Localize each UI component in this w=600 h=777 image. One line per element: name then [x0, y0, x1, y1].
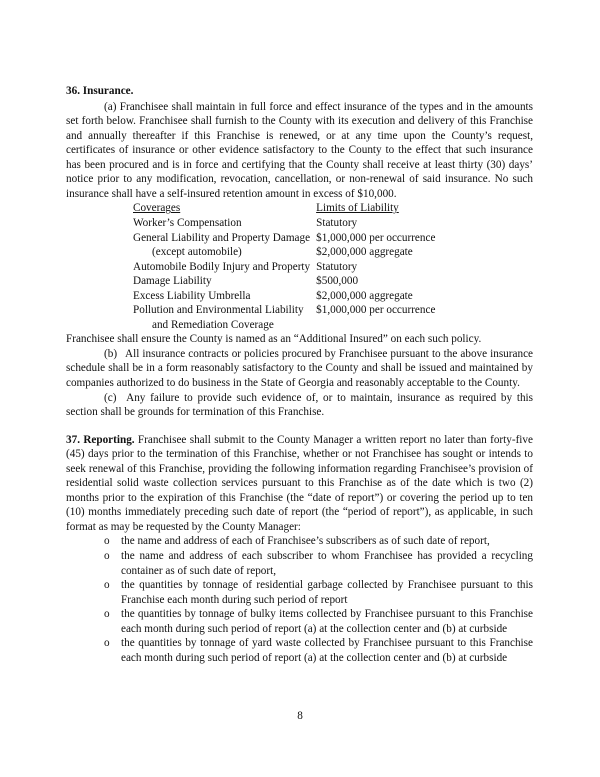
section-36-paragraph-b: (b) All insurance contracts or policies procured by Franchisee pursuant to the above insurance schedule shall be in a form reasonably satisfactory to the County and shall be issued and maintained by companies authorized to do business in the State of Georgia and reasonably acceptable to the County.: [66, 347, 533, 389]
list-item: [66, 578, 533, 607]
limit-cell: $2,000,000 aggregate: [316, 289, 413, 302]
list-item-label: the quantities by tonnage of yard waste collected by Franchisee pursuant to this Franchise each month during such period of report (a) at the collection center and (b) at curbside: [121, 637, 533, 664]
table-row: [133, 260, 533, 275]
reporting-requirements-list: [66, 534, 533, 665]
additional-insured-note: Franchisee shall ensure the County is named as an “Additional Insured” on each such policy.: [66, 333, 482, 346]
table-row: [133, 274, 533, 289]
limits-column-header: Limits of Liability: [316, 202, 399, 215]
bullet-marker-icon: o: [104, 608, 110, 621]
page-body: [66, 84, 533, 665]
section-36-heading: 36. Insurance.: [66, 85, 134, 97]
limit-cell: $2,000,000 aggregate: [316, 246, 413, 259]
coverage-cell: General Liability and Property Damage: [133, 231, 311, 244]
list-item: [66, 636, 533, 665]
table-row: [133, 216, 533, 231]
coverage-cell: Automobile Bodily Injury and Property: [133, 260, 311, 273]
list-item: [66, 607, 533, 636]
insurance-coverage-table: [133, 201, 533, 332]
section-spacer: [66, 420, 533, 433]
limit-cell: Statutory: [316, 260, 358, 273]
limit-cell: Statutory: [316, 216, 358, 229]
list-item-label: the quantities by tonnage of bulky items collected by Franchisee pursuant to this Franchise each month during such period of report (a) at the collection center and (b) at curbside: [121, 608, 533, 635]
table-row: [133, 303, 533, 318]
limit-cell: $500,000: [316, 275, 359, 288]
bullet-marker-icon: o: [104, 579, 110, 592]
coverage-cell: (except automobile): [152, 246, 242, 259]
section-37-body: Franchisee shall submit to the County Manager a written report no later than forty-five (45) days prior to the termination of this Franchise, whether or not Franchisee has sought or intends to seek renewal of this Franchise, providing the following information regarding Franchisee’s provision of residential solid waste collection services pursuant to this Franchise as of the date which is two (2) months prior to the expiration of this Franchise (the “date of report”) or covering the period up to ten (10) months immediately preceding such date of report (the “period of report”), as applicable, in such format as may be requested by the County Manager:: [66, 433, 533, 533]
section-36-paragraph-a: (a) Franchisee shall maintain in full force and effect insurance of the types and in the amounts set forth below. Franchisee shall furnish to the County with its execution and delivery of this Franchise and annually thereafter if this Franchise is renewed, or at any time upon the County’s request, certificates of insurance or other evidence satisfactory to the County to the effect that such insurance has been procured and is in force and certifying that the County shall receive at least thirty (30) days’ notice prior to any modification, revocation, cancellation, or non-renewal of said insurance. No such insurance shall have a self-insured retention amount in excess of $10,000.: [66, 100, 533, 200]
table-row: [133, 245, 533, 260]
limit-cell: [316, 318, 533, 333]
section-36-paragraph-c: (c) Any failure to provide such evidence of, or to maintain, insurance as required by this section shall be grounds for termination of this Franchise.: [66, 391, 533, 419]
section-37-paragraph: [66, 433, 533, 535]
table-header-row: [133, 201, 533, 216]
table-row: [133, 289, 533, 304]
list-item-label: the name and address of each of Franchisee’s subscribers as of such date of report,: [121, 535, 490, 548]
section-37-heading: 37. Reporting.: [66, 433, 135, 446]
list-item: [66, 549, 533, 578]
bullet-marker-icon: o: [104, 535, 110, 548]
list-item-label: the name and address of each subscriber to whom Franchisee has provided a recycling container as of such date of report,: [121, 550, 533, 577]
coverage-cell: Pollution and Environmental Liability: [133, 304, 304, 317]
coverage-cell: Damage Liability: [133, 275, 212, 288]
table-row: [133, 231, 533, 246]
limit-cell: $1,000,000 per occurrence: [316, 304, 436, 317]
limit-cell: $1,000,000 per occurrence: [316, 231, 436, 244]
bullet-marker-icon: o: [104, 550, 110, 562]
coverage-cell: Worker’s Compensation: [133, 216, 242, 229]
list-item: [66, 534, 533, 549]
bullet-marker-icon: o: [104, 637, 110, 650]
coverage-cell: Excess Liability Umbrella: [133, 289, 251, 302]
coverages-column-header: Coverages: [133, 202, 181, 215]
table-row: [133, 318, 533, 333]
coverage-cell: and Remediation Coverage: [152, 318, 274, 331]
page-number: 8: [297, 710, 303, 722]
list-item-label: the quantities by tonnage of residential garbage collected by Franchisee pursuant to this Franchise each month during such period of report: [121, 579, 533, 606]
